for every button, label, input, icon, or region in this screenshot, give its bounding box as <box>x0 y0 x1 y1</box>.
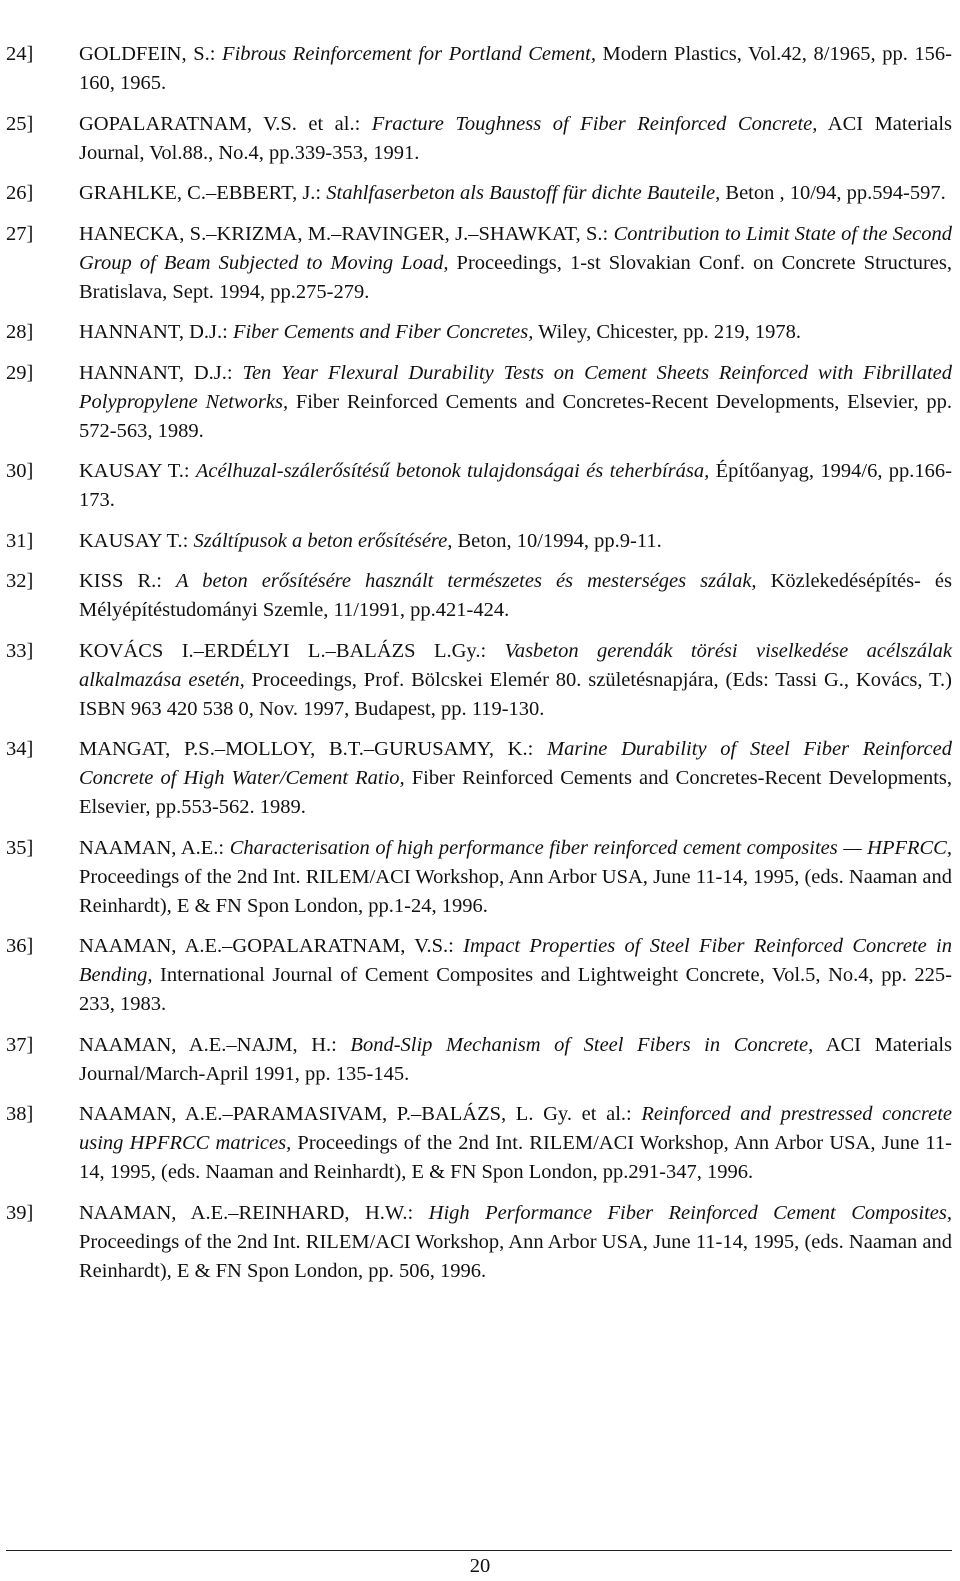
reference-item <box>6 1100 952 1187</box>
reference-item <box>6 318 952 347</box>
reference-item <box>6 359 952 446</box>
reference-details: Építőanyag, 1994/6, pp.166-173. <box>79 460 953 511</box>
reference-authors: KOVÁCS I.–ERDÉLYI L.–BALÁZS L.Gy.: <box>79 639 505 662</box>
reference-title: High Performance Fiber Reinforced Cement Composites, <box>428 1201 952 1224</box>
reference-item <box>6 834 952 921</box>
reference-item <box>6 735 952 822</box>
reference-item <box>6 179 952 208</box>
reference-item <box>6 1199 952 1286</box>
reference-authors: HANECKA, S.–KRIZMA, M.–RAVINGER, J.–SHAWKAT, S.: <box>79 222 614 245</box>
reference-body <box>79 457 952 515</box>
reference-body <box>79 1199 952 1286</box>
reference-details: Fiber Reinforced Cements and Concretes-Recent Developments, Elsevier, pp.553-562. 1989. <box>79 767 952 818</box>
reference-body <box>79 567 952 625</box>
reference-title: Fibrous Reinforcement for Portland Cement, <box>222 43 596 65</box>
reference-authors: GOLDFEIN, S.: <box>79 43 223 65</box>
reference-title: Stahlfaserbeton als Baustoff für dichte Bauteile, <box>326 182 721 204</box>
reference-number: 32] <box>6 570 34 592</box>
reference-number: 27] <box>6 222 34 245</box>
reference-title: Száltípusok a beton erősítésére, <box>193 529 453 552</box>
reference-authors: KAUSAY T.: <box>79 529 194 552</box>
reference-details: Wiley, Chicester, pp. 219, 1978. <box>533 321 802 343</box>
reference-number: 35] <box>6 836 34 859</box>
reference-title: Reinforced and prestressed concrete using HPFRCC matrices, <box>79 1103 952 1154</box>
reference-body <box>79 318 952 347</box>
reference-authors: MANGAT, P.S.–MOLLOY, B.T.–GURUSAMY, K.: <box>79 738 548 760</box>
reference-title: Ten Year Flexural Durability Tests on Cement Sheets Reinforced with Fibrillated Polypropylene Networks, <box>79 361 952 413</box>
reference-authors: NAAMAN, A.E.–NAJM, H.: <box>79 1033 351 1056</box>
reference-number: 30] <box>6 460 34 482</box>
reference-title: Impact Properties of Steel Fiber Reinforced Concrete in Bending, <box>79 935 952 986</box>
reference-body <box>79 735 952 822</box>
reference-body <box>79 1100 952 1187</box>
reference-title: A beton erősítésére használt természetes és mesterséges szálak, <box>176 570 757 592</box>
reference-authors: KISS R.: <box>79 570 177 592</box>
reference-authors: GRAHLKE, C.–EBBERT, J.: <box>79 182 327 204</box>
reference-title: Contribution to Limit State of the Second Group of Beam Subjected to Moving Load, <box>79 222 952 274</box>
reference-details: International Journal of Cement Composites and Lightweight Concrete, Vol.5, No.4, pp. 225-233, 1983. <box>79 964 952 1015</box>
reference-title: Bond-Slip Mechanism of Steel Fibers in Concrete, <box>350 1033 814 1056</box>
reference-item <box>6 637 952 724</box>
reference-authors: NAAMAN, A.E.–GOPALARATNAM, V.S.: <box>79 935 464 957</box>
reference-title: Vasbeton gerendák törési viselkedése acélszálak alkalmazása esetén, <box>79 639 952 691</box>
reference-number: 31] <box>6 529 34 552</box>
reference-item <box>6 110 952 168</box>
reference-item <box>6 1031 952 1089</box>
reference-body <box>79 1031 952 1089</box>
reference-title: Fracture Toughness of Fiber Reinforced Concrete, <box>371 112 818 135</box>
reference-body <box>79 932 952 1019</box>
reference-authors: NAAMAN, A.E.: <box>79 836 230 859</box>
reference-number: 29] <box>6 361 34 384</box>
reference-authors: KAUSAY T.: <box>79 460 196 482</box>
reference-body <box>79 110 952 168</box>
reference-number: 39] <box>6 1201 34 1224</box>
reference-body <box>79 637 952 724</box>
page-number: 20 <box>469 1555 491 1577</box>
reference-details: Közlekedésépítés- és Mélyépítéstudományi Szemle, 11/1991, pp.421-424. <box>79 570 952 621</box>
reference-number: 25] <box>6 112 34 135</box>
reference-authors: HANNANT, D.J.: <box>79 321 233 343</box>
reference-title: Fiber Cements and Fiber Concretes, <box>232 321 534 343</box>
reference-authors: HANNANT, D.J.: <box>79 361 243 384</box>
reference-item <box>6 932 952 1019</box>
reference-item <box>6 220 952 307</box>
reference-details: Proceedings, Prof. Bölcskei Elemér 80. születésnapjára, (Eds: Tassi G., Kovács, T.) ISBN 963 420 538 0, Nov. 1997, Budapest, pp. 119-130. <box>79 668 952 720</box>
reference-authors: NAAMAN, A.E.–PARAMASIVAM, P.–BALÁZS, L. Gy. et al.: <box>79 1103 642 1125</box>
reference-body <box>79 220 952 307</box>
reference-title: Acélhuzal-szálerősítésű betonok tulajdonságai és teherbírása, <box>195 460 710 482</box>
reference-item <box>6 40 952 98</box>
reference-details: Fiber Reinforced Cements and Concretes-Recent Developments, Elsevier, pp. 572-563, 1989. <box>79 390 952 442</box>
reference-number: 38] <box>6 1103 34 1125</box>
reference-number: 37] <box>6 1033 34 1056</box>
reference-details: Proceedings, 1-st Slovakian Conf. on Concrete Structures, Bratislava, Sept. 1994, pp.275-279. <box>79 251 952 303</box>
footer-divider <box>6 1550 952 1551</box>
reference-item <box>6 527 952 556</box>
reference-body <box>79 527 952 556</box>
reference-item <box>6 567 952 625</box>
reference-authors: NAAMAN, A.E.–REINHARD, H.W.: <box>79 1201 429 1224</box>
reference-details: ACI Materials Journal, Vol.88., No.4, pp.339-353, 1991. <box>79 112 952 164</box>
reference-body <box>79 179 952 208</box>
reference-item <box>6 457 952 515</box>
reference-number: 33] <box>6 639 34 662</box>
reference-details: Proceedings of the 2nd Int. RILEM/ACI Workshop, Ann Arbor USA, June 11-14, 1995, (eds. Naaman and Reinhardt), E & FN Spon London, pp.1-24, 1996. <box>79 865 952 917</box>
reference-number: 34] <box>6 738 34 760</box>
reference-details: ACI Materials Journal/March-April 1991, pp. 135-145. <box>79 1033 953 1085</box>
reference-number: 24] <box>6 43 34 65</box>
reference-details: Modern Plastics, Vol.42, 8/1965, pp. 156-160, 1965. <box>79 43 952 94</box>
reference-body <box>79 834 952 921</box>
reference-authors: GOPALARATNAM, V.S. et al.: <box>79 112 372 135</box>
reference-number: 26] <box>6 182 34 204</box>
reference-number: 28] <box>6 321 34 343</box>
reference-details: Proceedings of the 2nd Int. RILEM/ACI Workshop, Ann Arbor USA, June 11-14, 1995, (eds. Naaman and Reinhardt), E & FN Spon London, pp.291-347, 1996. <box>79 1132 952 1183</box>
reference-number: 36] <box>6 935 34 957</box>
reference-body <box>79 359 952 446</box>
reference-title: Characterisation of high performance fiber reinforced cement composites — HPFRCC, <box>229 836 952 859</box>
reference-details: Beton, 10/1994, pp.9-11. <box>452 529 662 552</box>
reference-list <box>6 40 952 1297</box>
reference-title: Marine Durability of Steel Fiber Reinforced Concrete of High Water/Cement Ratio, <box>79 738 952 789</box>
reference-details: Beton , 10/94, pp.594-597. <box>720 182 946 204</box>
reference-body <box>79 40 952 98</box>
reference-details: Proceedings of the 2nd Int. RILEM/ACI Workshop, Ann Arbor USA, June 11-14, 1995, (eds. Naaman and Reinhardt), E & FN Spon London, pp. 506, 1996. <box>79 1230 952 1282</box>
